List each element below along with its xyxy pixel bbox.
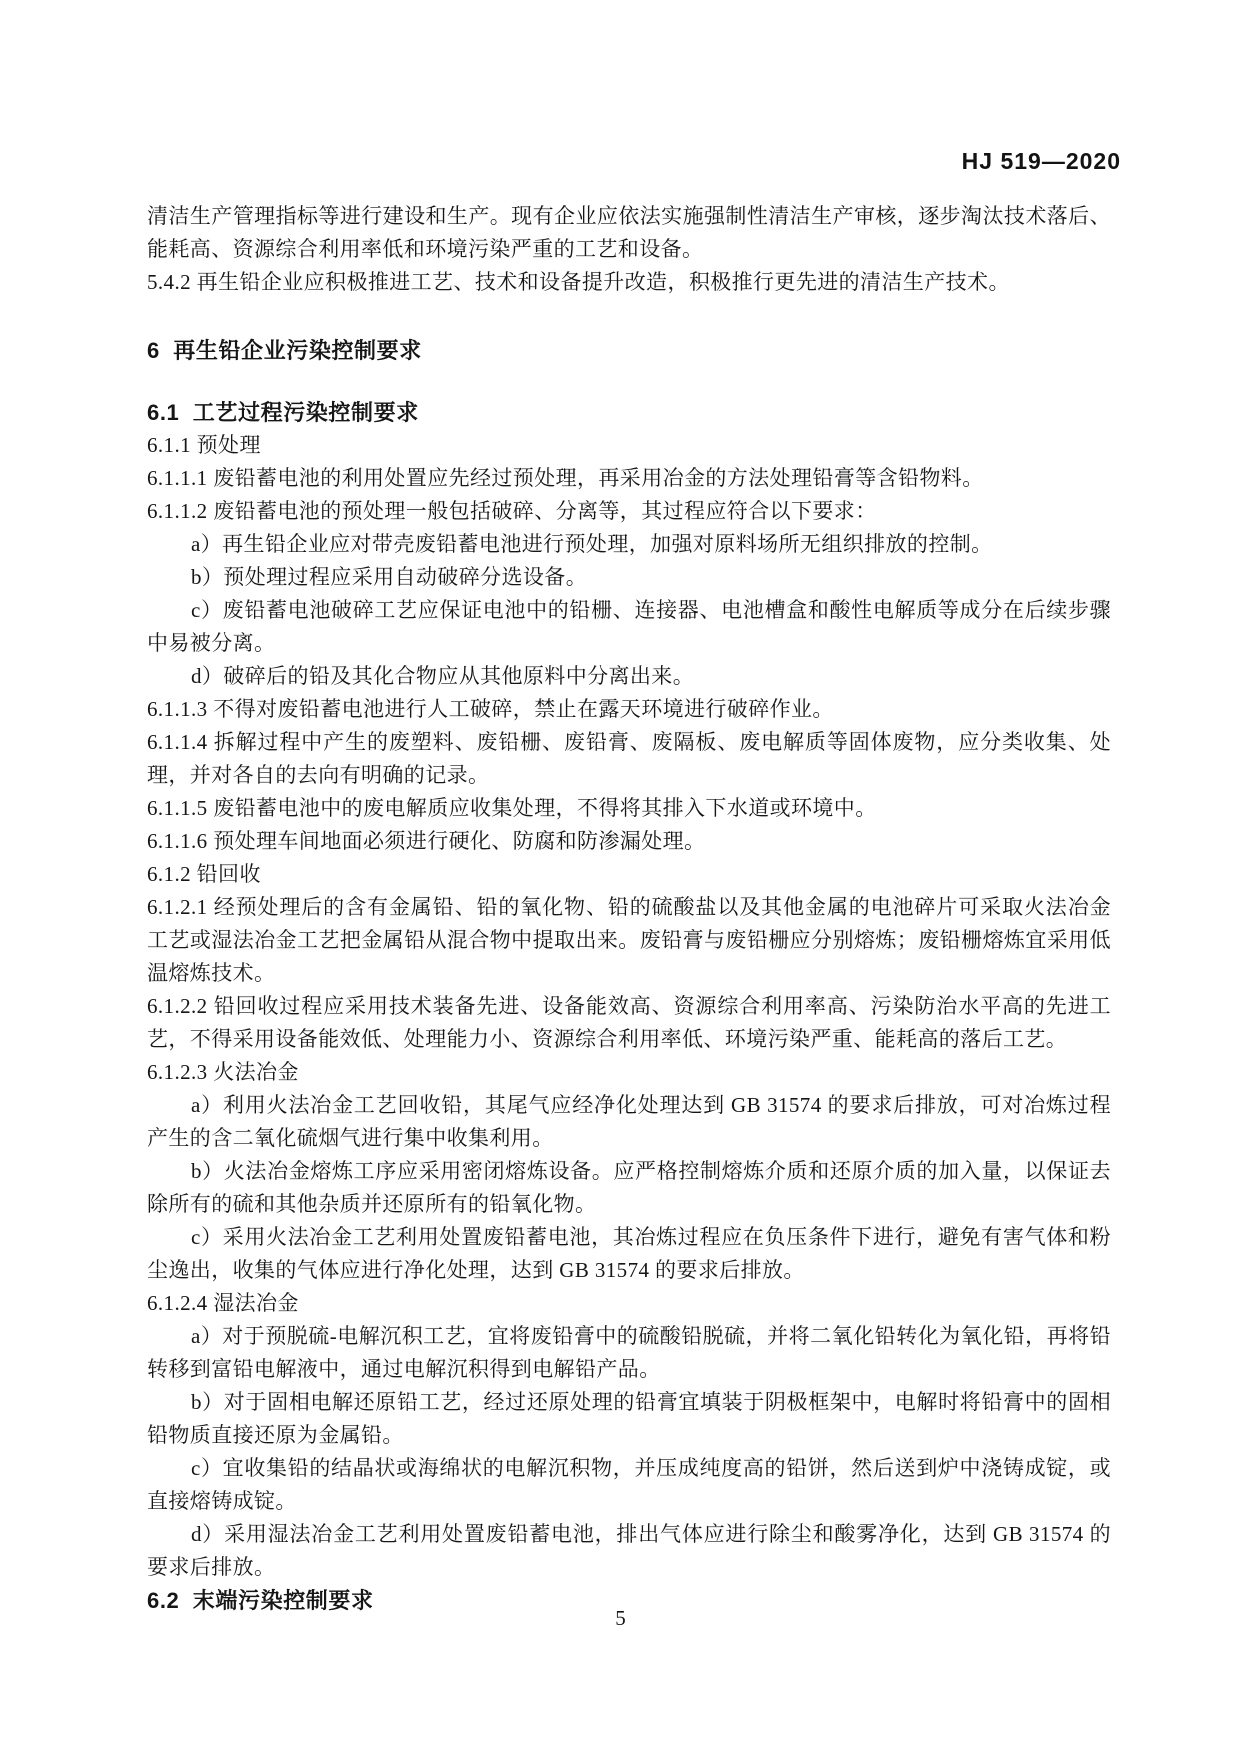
document-body (147, 200, 1111, 1617)
paragraph-continuation: 清洁生产管理指标等进行建设和生产。现有企业应依法实施强制性清洁生产审核，逐步淘汰技术落后、能耗高、资源综合利用率低和环境污染严重的工艺和设备。 (147, 204, 1111, 261)
doc-number-header: HJ 519—2020 (961, 148, 1121, 174)
list-item-c: c）废铅蓄电池破碎工艺应保证电池中的铅栅、连接器、电池槽盒和酸性电解质等成分在后续步骤中易被分离。 (147, 598, 1111, 655)
clause-6-1-2-4: 6.1.2.4 湿法冶金 (147, 1291, 299, 1315)
section-heading-6-1: 6.1 工艺过程污染控制要求 (147, 400, 419, 425)
clause-6-1-2: 6.1.2 铅回收 (147, 862, 261, 886)
clause-6-1-1-2: 6.1.1.2 废铅蓄电池的预处理一般包括破碎、分离等，其过程应符合以下要求： (147, 499, 877, 523)
clause-6-1-1-1: 6.1.1.1 废铅蓄电池的利用处置应先经过预处理，再采用冶金的方法处理铅膏等含铅物料。 (147, 466, 984, 490)
clause-6-1-2-2: 6.1.2.2 铅回收过程应采用技术装备先进、设备能效高、资源综合利用率高、污染防治水平高的先进工艺，不得采用设备能效低、处理能力小、资源综合利用率低、环境污染严重、能耗高的落后工艺。 (147, 994, 1111, 1051)
list-item-b: b）对于固相电解还原铅工艺，经过还原处理的铅膏宜填装于阴极框架中，电解时将铅膏中的固相铅物质直接还原为金属铅。 (147, 1390, 1111, 1447)
clause-6-1-1: 6.1.1 预处理 (147, 433, 261, 457)
list-item-c: c）采用火法冶金工艺利用处置废铅蓄电池，其冶炼过程应在负压条件下进行，避免有害气体和粉尘逸出，收集的气体应进行净化处理，达到 GB 31574 的要求后排放。 (147, 1225, 1111, 1282)
clause-6-1-1-3: 6.1.1.3 不得对废铅蓄电池进行人工破碎，禁止在露天环境进行破碎作业。 (147, 697, 834, 721)
page-number: 5 (615, 1606, 626, 1630)
list-item-b: b）火法冶金熔炼工序应采用密闭熔炼设备。应严格控制熔炼介质和还原介质的加入量，以保证去除所有的硫和其他杂质并还原所有的铅氧化物。 (147, 1159, 1111, 1216)
clause-6-1-1-6: 6.1.1.6 预处理车间地面必须进行硬化、防腐和防渗漏处理。 (147, 829, 706, 853)
list-item-d: d）破碎后的铅及其化合物应从其他原料中分离出来。 (191, 664, 695, 688)
clause-6-1-1-4: 6.1.1.4 拆解过程中产生的废塑料、废铅栅、废铅膏、废隔板、废电解质等固体废物，应分类收集、处理，并对各自的去向有明确的记录。 (147, 730, 1111, 787)
section-heading-6-2: 6.2 末端污染控制要求 (147, 1588, 374, 1613)
chapter-heading-6: 6 再生铅企业污染控制要求 (147, 338, 422, 363)
list-item-c: c）宜收集铅的结晶状或海绵状的电解沉积物，并压成纯度高的铅饼，然后送到炉中浇铸成锭，或直接熔铸成锭。 (147, 1456, 1111, 1513)
clause-6-1-2-1: 6.1.2.1 经预处理后的含有金属铅、铅的氧化物、铅的硫酸盐以及其他金属的电池碎片可采取火法冶金工艺或湿法冶金工艺把金属铅从混合物中提取出来。废铅膏与废铅栅应分别熔炼；废铅栅熔炼宜采用低温熔炼技术。 (147, 895, 1111, 985)
clause-6-1-2-3: 6.1.2.3 火法冶金 (147, 1060, 299, 1084)
clause-5-4-2: 5.4.2 再生铅企业应积极推进工艺、技术和设备提升改造，积极推行更先进的清洁生产技术。 (147, 270, 1010, 294)
list-item-d: d）采用湿法冶金工艺利用处置废铅蓄电池，排出气体应进行除尘和酸雾净化，达到 GB 31574 的要求后排放。 (147, 1522, 1111, 1579)
list-item-b: b）预处理过程应采用自动破碎分选设备。 (191, 565, 588, 589)
clause-6-1-1-5: 6.1.1.5 废铅蓄电池中的废电解质应收集处理，不得将其排入下水道或环境中。 (147, 796, 877, 820)
list-item-a: a）再生铅企业应对带壳废铅蓄电池进行预处理，加强对原料场所无组织排放的控制。 (191, 532, 993, 556)
list-item-a: a）对于预脱硫-电解沉积工艺，宜将废铅膏中的硫酸铅脱硫，并将二氧化铅转化为氧化铅，再将铅转移到富铅电解液中，通过电解沉积得到电解铅产品。 (147, 1324, 1111, 1381)
list-item-a: a）利用火法冶金工艺回收铅，其尾气应经净化处理达到 GB 31574 的要求后排放，可对冶炼过程产生的含二氧化硫烟气进行集中收集利用。 (147, 1093, 1111, 1150)
